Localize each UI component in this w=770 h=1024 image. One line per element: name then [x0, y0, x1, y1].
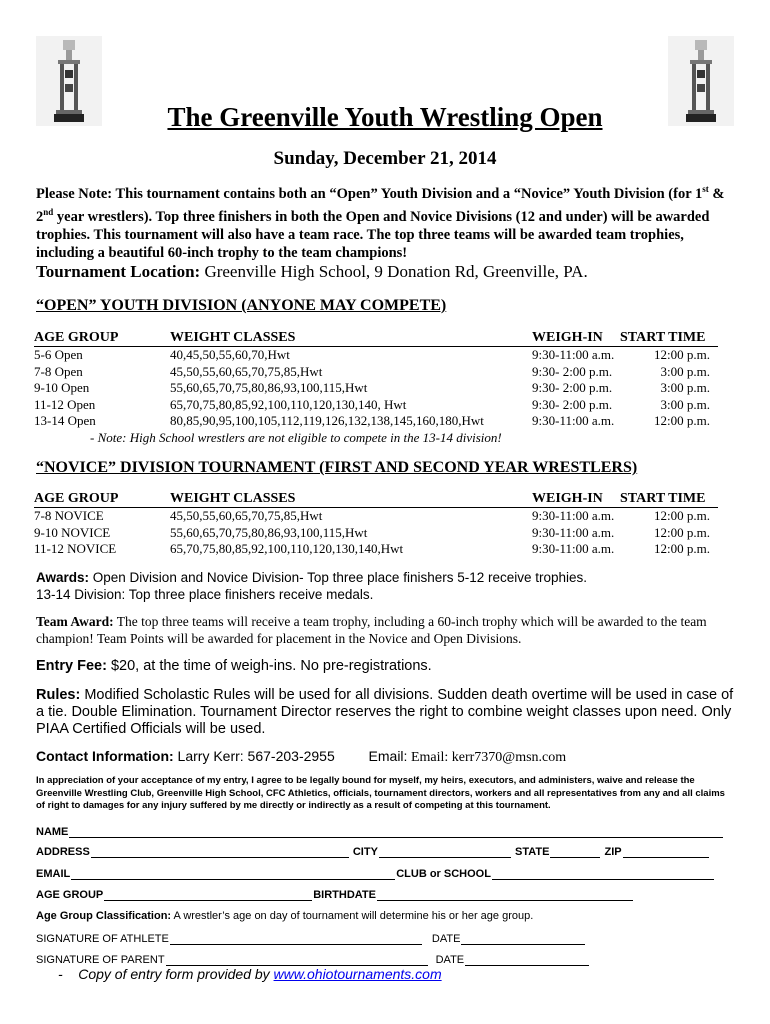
- footer-link[interactable]: www.ohiotournaments.com: [273, 966, 442, 982]
- zip-field[interactable]: [623, 846, 709, 858]
- event-date: Sunday, December 21, 2014: [273, 148, 497, 169]
- document-title: The Greenville Youth Wrestling Open: [167, 102, 603, 132]
- novice-division-table: [34, 491, 718, 558]
- state-label: STATE: [514, 846, 550, 858]
- rules-text: Modified Scholastic Rules will be used for all divisions. Sudden death overtime will be used in case of a tie. Double Elimination. Tournament Director reserves the right to combine weight classes upon need. Only PIAA Certified Officials will be used.: [36, 687, 734, 737]
- contact-email-label: Email:: [368, 748, 408, 764]
- state-field[interactable]: [550, 846, 600, 858]
- age-group-label: AGE GROUP: [36, 889, 104, 901]
- open-division-footnote: - Note: High School wrestlers are not eligible to compete in the 13-14 division!: [90, 430, 502, 445]
- parent-signature-row: [36, 954, 590, 966]
- email-label: EMAIL: [36, 868, 71, 880]
- rules-section: [36, 687, 736, 738]
- entry-fee-text: $20, at the time of weigh-ins. No pre-registrations.: [106, 658, 432, 674]
- email-field[interactable]: [71, 868, 395, 880]
- footer-dash: -: [58, 966, 63, 982]
- open-division-heading: “OPEN” YOUTH DIVISION (ANYONE MAY COMPETE): [36, 297, 447, 314]
- rules-label: Rules:: [36, 687, 81, 703]
- age-classification: [36, 910, 533, 922]
- contact-name-phone: Larry Kerr: 567-203-2955: [173, 748, 335, 764]
- header-age-group: AGE GROUP: [34, 330, 119, 345]
- location-label: Tournament Location:: [36, 262, 201, 281]
- zip-label: ZIP: [604, 846, 622, 858]
- name-field[interactable]: [69, 826, 723, 838]
- table-row: 9-10 Open 55,60,65,70,75,80,86,93,100,115,Hwt 9:30- 2:00 p.m. 3:00 p.m.: [34, 380, 710, 395]
- contact-email: Email: kerr7370@msn.com: [407, 750, 567, 765]
- city-field[interactable]: [379, 846, 511, 858]
- header-start-time: START TIME: [620, 330, 706, 345]
- awards-label: Awards:: [36, 570, 90, 585]
- address-field-row: [36, 846, 710, 858]
- table-row: 5-6 Open 40,45,50,55,60,70,Hwt 9:30-11:00 a.m. 12:00 p.m.: [34, 347, 710, 362]
- address-label: ADDRESS: [36, 846, 90, 858]
- parent-signature-field[interactable]: [166, 954, 428, 966]
- club-field[interactable]: [492, 868, 714, 880]
- contact-section: [36, 748, 736, 766]
- athlete-signature-field[interactable]: [170, 933, 422, 945]
- email-field-row: [36, 868, 715, 880]
- header-weight-classes: WEIGHT CLASSES: [170, 491, 296, 506]
- footer: [58, 966, 442, 982]
- parent-date-label: DATE: [435, 954, 465, 966]
- header-start-time: START TIME: [620, 491, 706, 506]
- tournament-location: [36, 262, 588, 282]
- team-award-label: Team Award:: [36, 614, 114, 629]
- team-award-text: The top three teams will receive a team trophy, including a 60-inch trophy which will be awarded to the team champion! Team Points will be awarded for placement in the Novice and Open Divisions.: [36, 614, 707, 646]
- entry-fee-section: [36, 658, 736, 675]
- tournament-note: Please Note: This tournament contains both an “Open” Youth Division and a “Novice” Youth Division (for 1st & 2nd year wrestlers). Top three finishers in both the Open and Novice Divisions (12 and under) will be awarded trophies. This tournament will also have a team race. The top three teams will be awarded team trophies, including a beautiful 60-inch trophy to the team champions!: [36, 184, 725, 261]
- table-row: 11-12 Open 65,70,75,80,85,92,100,110,120,130,140, Hwt 9:30- 2:00 p.m. 3:00 p.m.: [34, 396, 710, 412]
- classification-text: A wrestler’s age on day of tournament will determine his or her age group.: [171, 910, 534, 922]
- novice-division-heading: “NOVICE” DIVISION TOURNAMENT (FIRST AND SECOND YEAR WRESTLERS): [36, 459, 638, 476]
- city-label: CITY: [352, 846, 378, 858]
- age-group-field[interactable]: [104, 889, 312, 901]
- birthdate-label: BIRTHDATE: [313, 889, 376, 901]
- club-label: CLUB or SCHOOL: [396, 868, 491, 880]
- location-value: Greenville High School, 9 Donation Rd, Greenville, PA.: [204, 262, 588, 281]
- name-field-row: [36, 826, 724, 838]
- table-row: 7-8 Open 45,50,55,60,65,70,75,85,Hwt 9:30- 2:00 p.m. 3:00 p.m.: [34, 363, 710, 379]
- parent-signature-label: SIGNATURE OF PARENT: [36, 954, 165, 966]
- header-age-group: AGE GROUP: [34, 491, 119, 506]
- team-award-section: [36, 613, 736, 647]
- awards-line-1: Open Division and Novice Division- Top three place finishers 5-12 receive trophies.: [89, 570, 588, 585]
- athlete-signature-row: [36, 933, 586, 945]
- open-division-table: [34, 330, 718, 430]
- parent-date-field[interactable]: [465, 954, 589, 966]
- table-row: 9-10 NOVICE 55,60,65,70,75,80,86,93,100,115,Hwt 9:30-11:00 a.m. 12:00 p.m.: [34, 524, 710, 540]
- table-header: [34, 330, 718, 347]
- athlete-signature-label: SIGNATURE OF ATHLETE: [36, 933, 169, 945]
- footer-text: Copy of entry form provided by: [78, 966, 274, 982]
- birthdate-field[interactable]: [377, 889, 633, 901]
- table-row: 13-14 Open 80,85,90,95,100,105,112,119,126,132,138,145,160,180,Hwt 9:30-11:00 a.m. 12:00 p.m.: [34, 413, 710, 428]
- name-label: NAME: [36, 826, 69, 838]
- header-weight-classes: WEIGHT CLASSES: [170, 330, 296, 345]
- header-weigh-in: WEIGH-IN: [532, 491, 603, 506]
- athlete-date-field[interactable]: [461, 933, 585, 945]
- classification-label: Age Group Classification:: [36, 910, 172, 922]
- contact-label: Contact Information:: [36, 748, 174, 764]
- table-header: [34, 491, 718, 508]
- table-row: 7-8 NOVICE 45,50,55,60,65,70,75,85,Hwt 9:30-11:00 a.m. 12:00 p.m.: [34, 508, 710, 523]
- awards-section: [36, 569, 736, 603]
- awards-line-2: 13-14 Division: Top three place finishers receive medals.: [36, 587, 374, 602]
- legal-waiver: In appreciation of your acceptance of my entry, I agree to be legally bound for myself, my heirs, executors, and administers, waive and release the Greenville Wrestling Club, Greenville High School, CFC Athletics, officials, tournament directors, workers and all representatives from any and all claims of right to damages for any injury suffered by me directly or indirectly as a result of competing at this tournament.: [36, 775, 725, 811]
- table-row: 11-12 NOVICE 65,70,75,80,85,92,100,110,120,130,140,Hwt 9:30-11:00 a.m. 12:00 p.m.: [34, 541, 710, 556]
- age-group-field-row: [36, 889, 634, 901]
- entry-fee-label: Entry Fee:: [36, 658, 107, 674]
- header-weigh-in: WEIGH-IN: [532, 330, 603, 345]
- address-field[interactable]: [91, 846, 349, 858]
- athlete-date-label: DATE: [431, 933, 461, 945]
